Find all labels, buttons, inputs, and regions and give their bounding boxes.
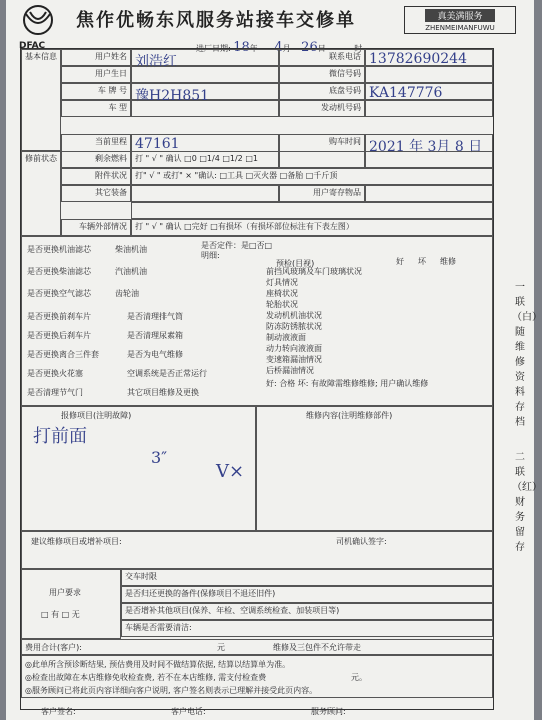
field-birthday_label[interactable] (131, 66, 279, 83)
precheck-item: 动力转向液液面 (266, 344, 322, 353)
note-line: ◎服务顾问已将此页内容详细向客户说明, 客户签名则表示已理解并接受此页内容。 (25, 686, 318, 695)
user-req-cell (21, 569, 121, 639)
field-plate_label[interactable]: 豫H2H851 (131, 83, 279, 100)
label-accessory_label: 附件状况 (61, 168, 131, 185)
dongfeng-logo-icon (16, 4, 60, 52)
user-req-item[interactable]: 交车时限 (121, 569, 493, 586)
label-purchase_label: 购车时间 (279, 134, 365, 168)
precheck-note: 好: 合格 坏: 有故障需维修维修; 用户确认维修 (266, 379, 429, 388)
user-req-item[interactable]: 车辆是否需要清洁: (121, 620, 493, 637)
field-engine_label[interactable] (365, 100, 493, 117)
field-model_label[interactable] (131, 100, 279, 117)
label-model_label: 车 型 (61, 100, 131, 117)
advisor-label: 服务顾问: (311, 707, 346, 716)
part-option: 是否更换火花塞 (27, 369, 83, 378)
field-wechat_label[interactable] (365, 66, 493, 83)
fee-row (21, 639, 493, 655)
fee-limit: 维修及三包件不允许带走 (273, 643, 361, 652)
brand-stamp (404, 6, 516, 34)
handwritten-note: 3″ (151, 448, 168, 467)
field-user_name_label[interactable]: 刘浩红 (131, 49, 279, 66)
fee-label: 费用合计(客户): (25, 643, 82, 652)
content-label: 维修内容(注明维修部件) (306, 411, 393, 420)
field-accessory_label[interactable]: 打" √ " 或打" × "确认: □工具 □灭火器 □备胎 □千斤顶 (131, 168, 493, 185)
filter-option: 是否更换柴油滤芯 (27, 267, 91, 276)
part-option: 是否清理节气门 (27, 388, 83, 397)
label-other_label: 其它装备 (61, 185, 131, 202)
label-mileage_label: 当前里程 (61, 134, 131, 168)
handwritten-mark: V× (216, 461, 245, 482)
repair-order-sheet (6, 0, 542, 720)
precheck-col: 好 (396, 257, 404, 266)
user-req-item[interactable]: 是否增补其他项目(保养、年检、空调系统检查、加装项目等) (121, 603, 493, 620)
label-deposit: 用户寄存物品 (279, 185, 365, 202)
part-option: 是否清理排气筒 (127, 312, 183, 321)
field-fuel_label[interactable]: 打 " √ " 确认 □0 □1/4 □1/2 □1 (131, 151, 493, 168)
form-frame (20, 48, 494, 716)
precheck-col: 维修 (440, 257, 456, 266)
report-label: 报修项目(注明故障) (61, 411, 132, 420)
precheck-item: 后桥漏油情况 (266, 366, 314, 375)
label-user_name_label: 用户姓名 (61, 49, 131, 66)
precheck-item: 座椅状况 (266, 289, 298, 298)
side-note-red: 二联（红）财务留存 (512, 452, 542, 553)
field-mileage_label[interactable]: 47161 (131, 134, 279, 168)
filter-option: 是否更换机油滤芯 (27, 245, 91, 254)
brand-en: ZHENMEIMANFUWU (425, 24, 495, 32)
part-option: 是否为电气维修 (127, 350, 183, 359)
precheck-item: 变速箱漏油情况 (266, 355, 322, 364)
note-line: ◎此单所含预诊断结果, 预估费用及时间不做结算依据, 结算以结算单为准。 (25, 660, 291, 669)
precheck-col: 坏 (418, 257, 426, 266)
entry-date: 进厂日期: 18年 4月 26日 时 (196, 40, 363, 55)
part-option: 是否更换前刹车片 (27, 312, 91, 321)
label-fuel_label: 剩余燃料 (61, 151, 131, 168)
user-req-label: 用户要求 (49, 588, 81, 597)
label-engine_label: 发动机号码 (279, 100, 365, 117)
part-option: 空调系统是否正常运行 (127, 369, 207, 378)
field-other[interactable] (131, 185, 279, 202)
field-phone_label[interactable]: 13782690244 (365, 49, 493, 66)
user-req-item[interactable]: 是否归还更换的备件(保修项目不退还旧件) (121, 586, 493, 603)
content-area[interactable] (256, 406, 493, 531)
label-birthday_label: 用户生日 (61, 66, 131, 83)
precheck-item: 灯具情况 (266, 278, 298, 287)
label-plate_label: 车 牌 号 (61, 83, 131, 100)
basic-section-label: 基本信息 (21, 49, 61, 151)
precheck-item: 前挡风玻璃及车门玻璃状况 (266, 267, 362, 276)
field-appearance_label[interactable]: 打 " √ " 确认 □完好 □有损坏（有损坏部位标注有下表左图） (131, 219, 493, 236)
suggest-label: 建议维修项目或增补项目: (31, 537, 122, 546)
label-appearance_label: 车辆外部情况 (61, 219, 131, 236)
part-option: 是否更换离合三件套 (27, 350, 99, 359)
note-line: ◎检查出故障在本店维修免收检查费, 若不在本店维修, 需支付检查费 (25, 673, 267, 682)
filter-option: 汽油机油 (115, 267, 147, 276)
precheck-item: 发动机机油状况 (266, 311, 322, 320)
filter-option: 柴油机油 (115, 245, 147, 254)
customer-phone-label: 客户电话: (171, 707, 206, 716)
blank-row (131, 202, 493, 219)
driver-confirm-label: 司机确认签字: (336, 537, 387, 546)
user-req-yesno: □ 有 □ 无 (41, 610, 80, 619)
check-section-label: 修前状态 (21, 151, 61, 236)
precheck-title: 预检(目视) (276, 259, 315, 268)
side-note-white: 一联（白）随维修资料存档 (512, 282, 542, 428)
field-purchase_label[interactable]: 2021 年 3月 8 日 (365, 134, 493, 168)
filter-option: 是否更换空气滤芯 (27, 289, 91, 298)
field-chassis_label[interactable]: KA147776 (365, 83, 493, 100)
brand-cn: 真美满服务 (425, 9, 495, 22)
part-option: 是否清理尿素箱 (127, 331, 183, 340)
label-wechat_label: 微信号码 (279, 66, 365, 83)
page-title: 焦作优畅东风服务站接车交修单 (76, 10, 356, 31)
replace-detail: 明细: (201, 251, 220, 260)
handwritten-report: 打前面 (33, 426, 87, 447)
filter-option: 齿轮油 (115, 289, 139, 298)
replace-question: 是否定件：是□否□ (201, 241, 273, 250)
precheck-item: 制动液液面 (266, 333, 306, 342)
fee-unit: 元 (217, 643, 225, 652)
precheck-item: 防冻防锈脓状况 (266, 322, 322, 331)
field-deposit[interactable] (365, 185, 493, 202)
label-phone_label: 联系电话 (279, 49, 365, 66)
precheck-item: 轮胎状况 (266, 300, 298, 309)
label-chassis_label: 底盘号码 (279, 83, 365, 100)
logo-text: DFAC (19, 41, 46, 51)
customer-sign-label: 客户签名: (41, 707, 76, 716)
part-option: 其它项目维修及更换 (127, 388, 199, 397)
part-option: 是否更换后刹车片 (27, 331, 91, 340)
notes-unit: 元。 (351, 673, 367, 682)
